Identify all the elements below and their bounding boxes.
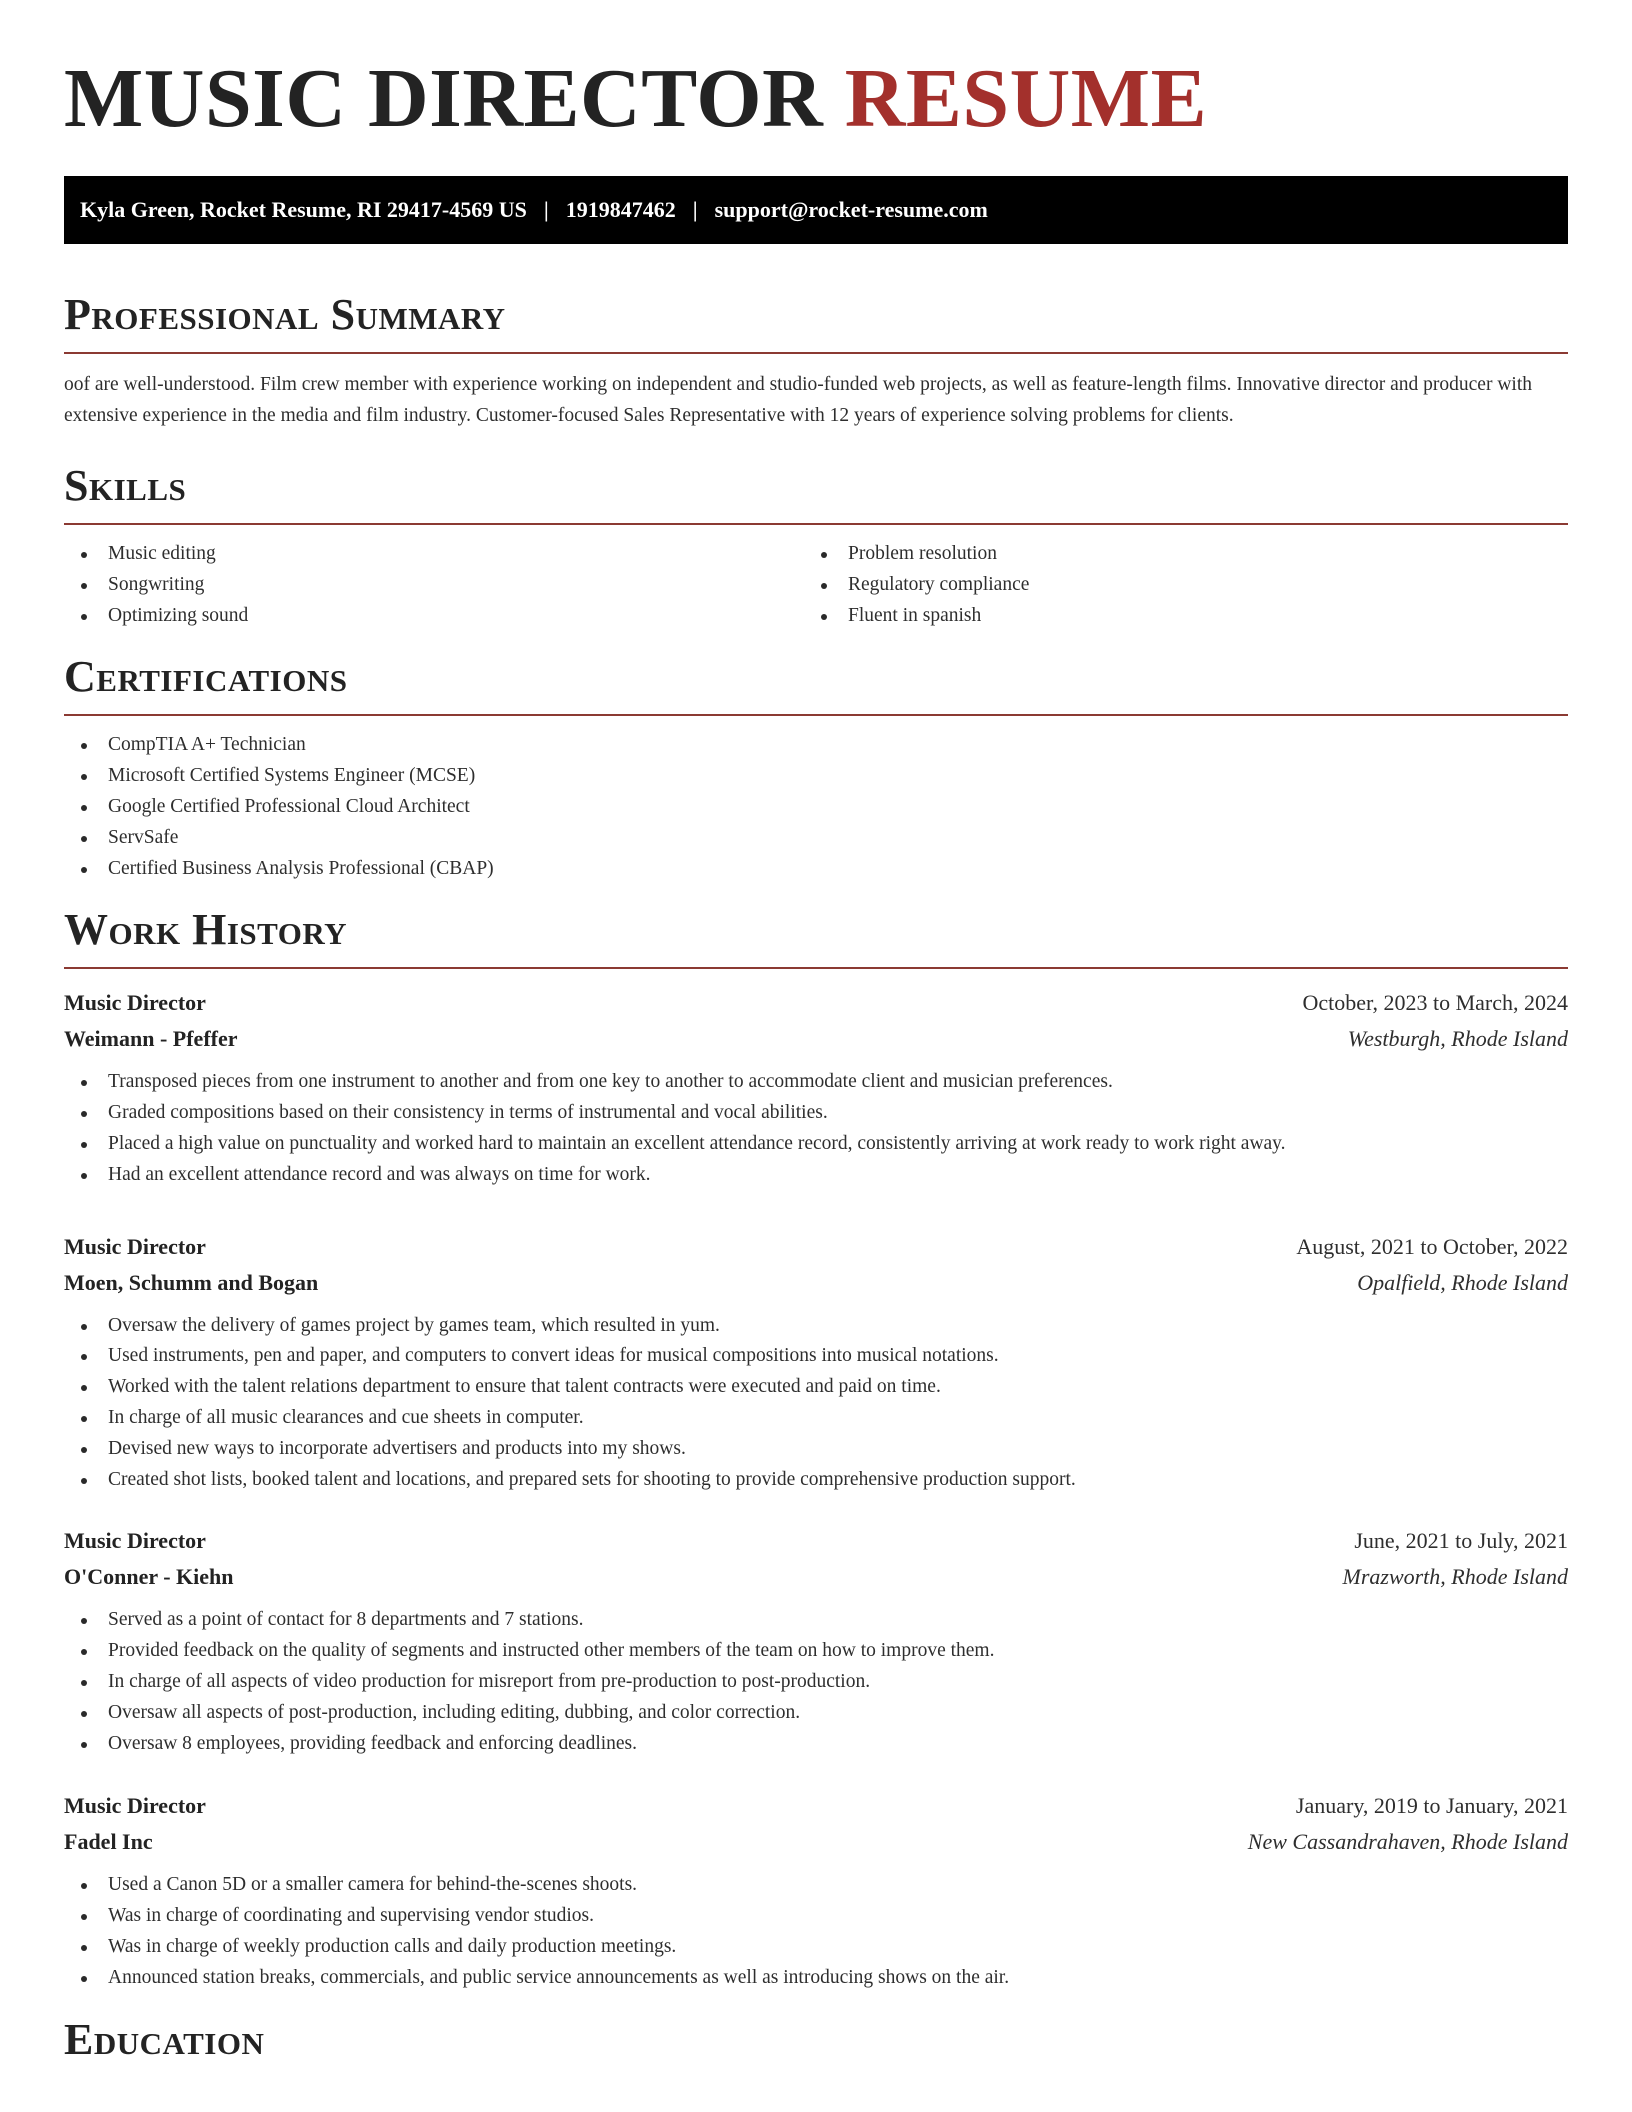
- summary-section: [64, 289, 1568, 431]
- job-dates: June, 2021 to July, 2021: [1354, 1528, 1568, 1554]
- job-bullets: [64, 1067, 1568, 1190]
- job-title: Music Director: [64, 1233, 206, 1259]
- job-title: Music Director: [64, 1528, 206, 1554]
- resume-page: [64, 0, 1568, 2066]
- job-bullet: Graded compositions based on their consistency in terms of instrumental and vocal abilities.: [64, 1098, 1568, 1129]
- job-bullets: [64, 1311, 1568, 1496]
- job-bullet: Worked with the talent relations department to ensure that talent contracts were executed and paid on time.: [64, 1372, 1568, 1403]
- job-header-row: [64, 1523, 1568, 1559]
- contact-email: support@rocket-resume.com: [714, 197, 988, 222]
- job-location: Mrazworth, Rhode Island: [1342, 1564, 1568, 1590]
- contact-bar: [64, 176, 1568, 244]
- job-entry: [64, 1523, 1568, 1759]
- contact-separator: |: [543, 197, 549, 222]
- certification-item: CompTIA A+ Technician: [64, 730, 1568, 761]
- summary-text: oof are well-understood. Film crew member with experience working on independent and studio-funded web projects, as well as feature-length films. Innovative director and producer with extensive experience in the media and film industry. Customer-focused Sales Representative with 12 years of experience solving problems for clients.: [64, 374, 1532, 426]
- job-bullet: Had an excellent attendance record and was always on time for work.: [64, 1160, 1568, 1191]
- section-divider: [64, 352, 1568, 354]
- job-bullet: Oversaw 8 employees, providing feedback and enforcing deadlines.: [64, 1729, 1568, 1760]
- job-header-row: [64, 1229, 1568, 1265]
- certifications-heading: Certifications: [64, 652, 348, 702]
- education-section: [64, 2014, 1568, 2066]
- skill-item: Regulatory compliance: [804, 570, 1544, 601]
- job-dates: August, 2021 to October, 2022: [1296, 1233, 1568, 1259]
- job-entry: [64, 1229, 1568, 1496]
- job-bullet: Devised new ways to incorporate advertisers and products into my shows.: [64, 1434, 1568, 1465]
- job-company: Moen, Schumm and Bogan: [64, 1269, 319, 1295]
- job-location: New Cassandrahaven, Rhode Island: [1247, 1829, 1568, 1855]
- contact-separator: |: [692, 197, 698, 222]
- job-bullet: Served as a point of contact for 8 departments and 7 stations.: [64, 1605, 1568, 1636]
- job-company: O'Conner - Kiehn: [64, 1564, 234, 1590]
- education-heading: Education: [64, 2014, 265, 2064]
- job-location: Westburgh, Rhode Island: [1347, 1026, 1568, 1052]
- job-bullet: Oversaw all aspects of post-production, including editing, dubbing, and color correction.: [64, 1698, 1568, 1729]
- job-header-row: [64, 1788, 1568, 1824]
- skills-list-right: [804, 539, 1544, 631]
- job-dates: October, 2023 to March, 2024: [1302, 990, 1568, 1016]
- certifications-section: [64, 651, 1568, 884]
- job-title: Music Director: [64, 1793, 206, 1819]
- skill-item: Songwriting: [64, 570, 804, 601]
- job-bullet: In charge of all aspects of video production for misreport from pre-production to post-production.: [64, 1667, 1568, 1698]
- work-history-section: [64, 904, 1568, 1993]
- skill-item: Optimizing sound: [64, 601, 804, 632]
- contact-phone: 1919847462: [565, 197, 676, 222]
- skill-item: Fluent in spanish: [804, 601, 1544, 632]
- job-bullet: Transposed pieces from one instrument to another and from one key to another to accommodate client and musician preferences.: [64, 1067, 1568, 1098]
- job-bullet: Used a Canon 5D or a smaller camera for behind-the-scenes shoots.: [64, 1870, 1568, 1901]
- job-bullet: Used instruments, pen and paper, and computers to convert ideas for musical compositions into musical notations.: [64, 1341, 1568, 1372]
- section-divider: [64, 967, 1568, 969]
- job-header-row: [64, 985, 1568, 1021]
- certification-item: Microsoft Certified Systems Engineer (MCSE): [64, 761, 1568, 792]
- title-part-2: RESUME: [844, 52, 1208, 145]
- job-bullet: Provided feedback on the quality of segments and instructed other members of the team on how to improve them.: [64, 1636, 1568, 1667]
- job-bullet: Was in charge of coordinating and supervising vendor studios.: [64, 1901, 1568, 1932]
- job-title: Music Director: [64, 990, 206, 1016]
- job-company-row: [64, 1824, 1568, 1860]
- job-company-row: [64, 1265, 1568, 1301]
- job-company: Fadel Inc: [64, 1829, 153, 1855]
- section-divider: [64, 714, 1568, 716]
- skills-list-left: [64, 539, 804, 631]
- job-company-row: [64, 1021, 1568, 1057]
- summary-heading: Professional Summary: [64, 290, 506, 339]
- job-entry: [64, 1788, 1568, 1993]
- skill-item: Music editing: [64, 539, 804, 570]
- certification-item: Certified Business Analysis Professional (CBAP): [64, 854, 1568, 885]
- skills-columns: [64, 539, 1568, 631]
- title-part-1: MUSIC DIRECTOR: [64, 52, 824, 145]
- certification-item: ServSafe: [64, 823, 1568, 854]
- job-company-row: [64, 1559, 1568, 1595]
- job-company: Weimann - Pfeffer: [64, 1026, 238, 1052]
- work-history-heading: Work History: [64, 905, 348, 955]
- job-bullet: In charge of all music clearances and cue sheets in computer.: [64, 1403, 1568, 1434]
- job-bullet: Oversaw the delivery of games project by games team, which resulted in yum.: [64, 1311, 1568, 1342]
- job-bullet: Announced station breaks, commercials, and public service announcements as well as introducing shows on the air.: [64, 1963, 1568, 1994]
- skill-item: Problem resolution: [804, 539, 1544, 570]
- job-bullet: Placed a high value on punctuality and worked hard to maintain an excellent attendance record, consistently arriving at work ready to work right away.: [64, 1129, 1568, 1160]
- section-divider: [64, 523, 1568, 525]
- job-entry: [64, 985, 1568, 1190]
- job-bullet: Was in charge of weekly production calls and daily production meetings.: [64, 1932, 1568, 1963]
- job-bullets: [64, 1870, 1568, 1993]
- contact-address: Kyla Green, Rocket Resume, RI 29417-4569 US: [80, 197, 527, 222]
- job-dates: January, 2019 to January, 2021: [1295, 1793, 1568, 1819]
- skills-heading: Skills: [64, 461, 187, 510]
- skills-section: [64, 460, 1568, 631]
- resume-title: [64, 0, 1568, 144]
- job-bullets: [64, 1605, 1568, 1759]
- certification-item: Google Certified Professional Cloud Architect: [64, 792, 1568, 823]
- job-bullet: Created shot lists, booked talent and locations, and prepared sets for shooting to provide comprehensive production support.: [64, 1465, 1568, 1496]
- certifications-list: [64, 730, 1568, 884]
- job-location: Opalfield, Rhode Island: [1357, 1269, 1568, 1295]
